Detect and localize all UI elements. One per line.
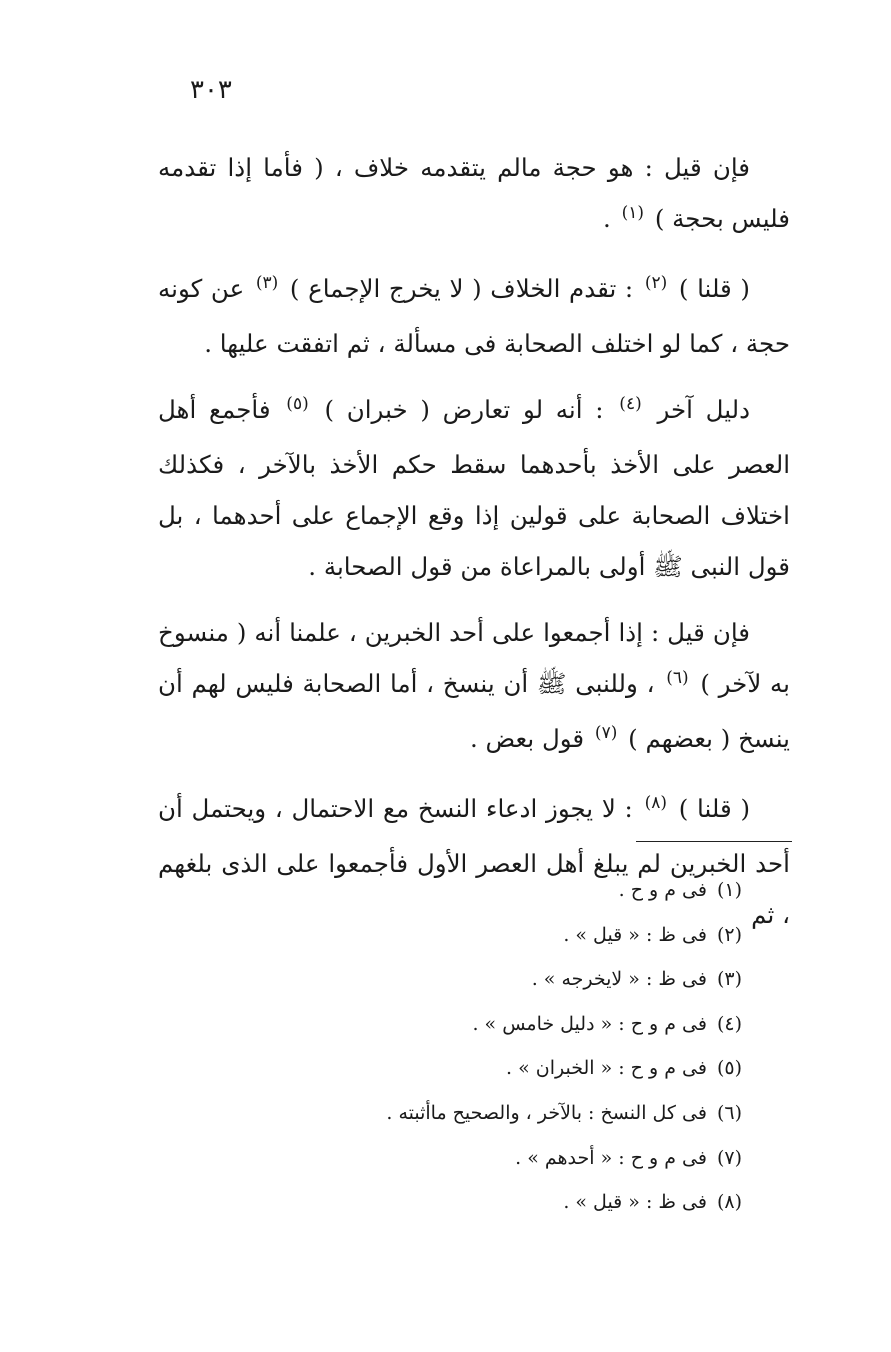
paragraph-text: : أنه لو تعارض ( خبران ) (324, 395, 604, 424)
footnote-text: فى ظ : « قيل » . (563, 923, 707, 946)
footnote-reference: (١) (621, 203, 645, 223)
main-text (158, 142, 790, 940)
footnote-number: (٣) (716, 968, 742, 991)
paragraph-text: . (603, 204, 611, 233)
footnote-text: فى م و ح : « دليل خامس » . (472, 1012, 707, 1035)
footnote-text: فى ظ : « لايخرجه » . (531, 968, 707, 991)
footnote-item (300, 1002, 742, 1047)
paragraph-text: دليل آخر (657, 395, 750, 424)
paragraph-text: : تقدم الخلاف ( لا يخرج الإجماع ) (289, 274, 634, 303)
page-number: ٣٠٣ (190, 75, 232, 105)
footnote-reference: (٨) (644, 793, 667, 813)
footnote-number: (٧) (716, 1146, 742, 1169)
footnote-reference: (٧) (594, 723, 618, 743)
paragraph-text: ، وللنبى ﷺ أن ينسخ ، أما الصحابة فليس لهم أن ينسخ ( بعضهم ) (158, 669, 790, 753)
footnote-number: (١) (716, 879, 742, 901)
paragraph-text: ( قلنا ) (678, 794, 751, 823)
footnote-number: (٤) (716, 1012, 742, 1035)
footnote-number: (٥) (716, 1057, 742, 1080)
footnote-number: (٦) (716, 1101, 742, 1124)
footnote-number: (٢) (716, 923, 742, 946)
footnote-text: فى كل النسخ : بالآخر ، والصحيح ماأثبته . (386, 1101, 707, 1124)
paragraph-text: فإن قيل : هو حجة مالم يتقدمه خلاف ، ( فأما إذا تقدمه فليس بحجة ) (158, 153, 790, 233)
paragraph-text: ( قلنا ) (678, 274, 750, 303)
footnote-divider (636, 841, 792, 842)
footnote-reference: (٢) (644, 273, 668, 293)
footnote-item (300, 1136, 742, 1181)
footnote-text: فى م و ح . (618, 879, 707, 901)
paragraph (158, 263, 790, 369)
paragraph-text: فإن قيل : إذا أجمعوا على أحد الخبرين ، علمنا أنه ( منسوخ به لآخر ) (158, 618, 790, 698)
footnote-item (300, 957, 742, 1002)
paragraph (158, 142, 790, 248)
footnote-reference: (٤) (619, 394, 642, 414)
footnote-text: فى ظ : « قيل » . (563, 1191, 707, 1214)
footnote-number: (٨) (716, 1191, 742, 1214)
footnote-item (300, 1046, 742, 1091)
paragraph-text: : لا يجوز ادعاء النسخ مع الاحتمال ، ويحتمل أن أحد الخبرين لم يبلغ أهل العصر الأول فأجمعوا على الذى بلغهم ، ثم (158, 794, 790, 929)
footnote-text: فى م و ح : « الخبران » . (506, 1057, 707, 1080)
footnote-reference: (٣) (255, 273, 279, 293)
paragraph-text: فأجمع أهل العصر على الأخذ بأحدهما سقط حكم الأخذ بالآخر ، فكذلك اختلاف الصحابة على قولين إذا وقع الإجماع على أحدهما ، بل قول النبى ﷺ أولى بالمراعاة من قول الصحابة . (158, 395, 790, 581)
footnote-reference: (٦) (666, 668, 689, 688)
paragraph (158, 384, 790, 592)
footnote-reference: (٥) (286, 394, 309, 414)
footnotes-list (300, 868, 742, 1225)
footnote-item (300, 1091, 742, 1136)
footnote-item (300, 1180, 742, 1225)
paragraph-text: قول بعض . (469, 724, 585, 753)
footnote-text: فى م و ح : « أحدهم » . (515, 1146, 707, 1169)
paragraph (158, 607, 790, 768)
footnote-item (300, 913, 742, 958)
footnote-item (300, 868, 742, 913)
paragraph-text: عن كونه حجة ، كما لو اختلف الصحابة فى مسألة ، ثم اتفقت عليها . (158, 274, 790, 358)
